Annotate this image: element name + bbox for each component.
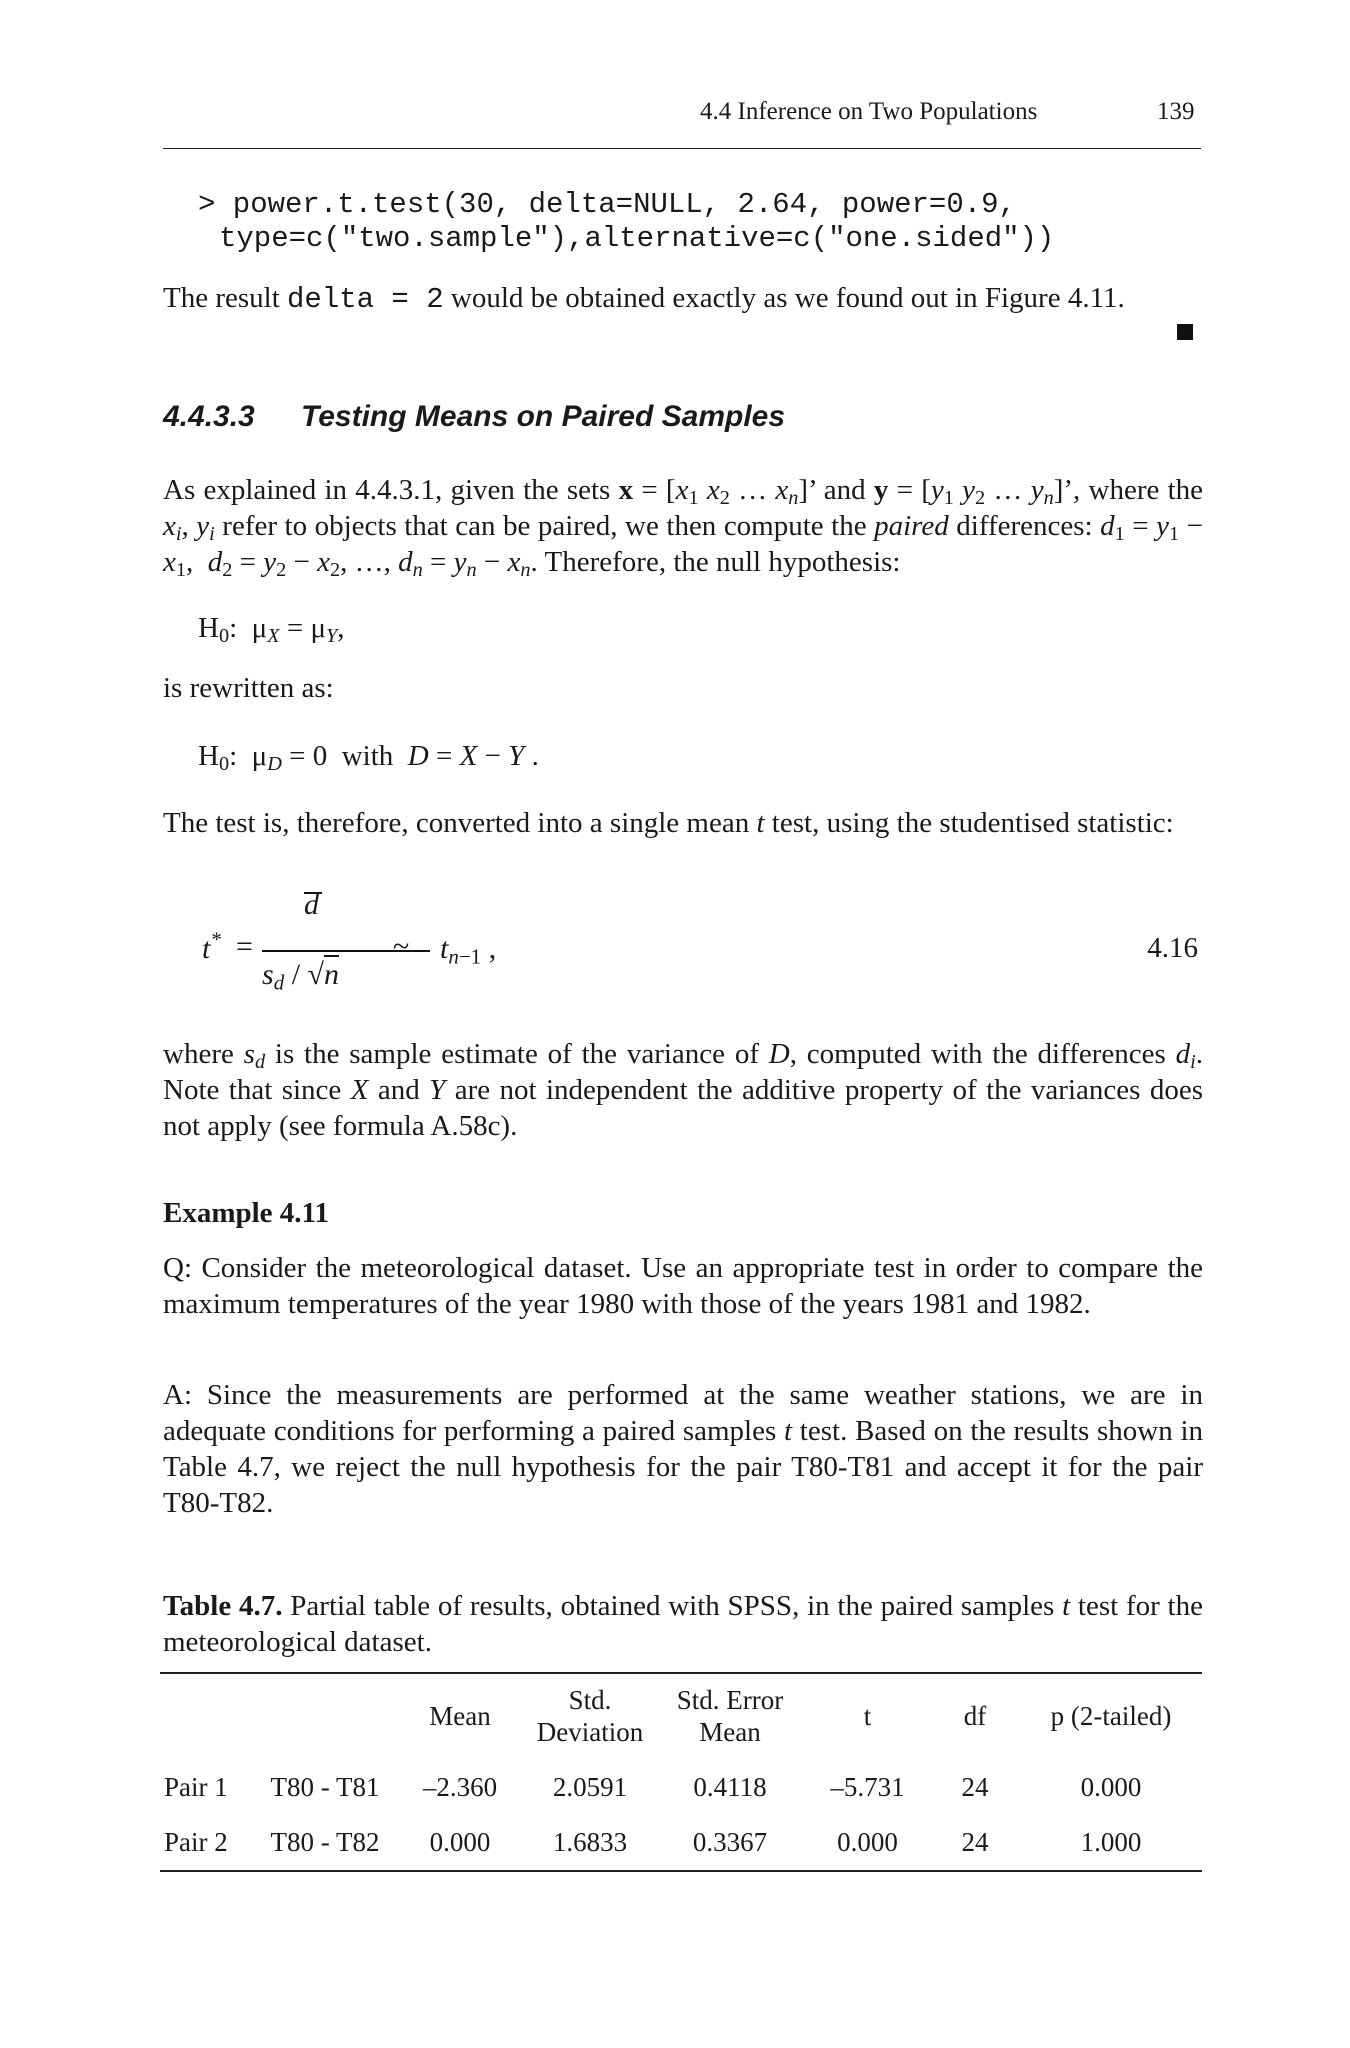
end-of-example-mark [1177, 324, 1193, 340]
emphasis-t: t [1062, 1590, 1071, 1622]
math-differences: $d_1 = y_1 - x_1$, $d_2 = y_2 - x_2$, …, $d_n = y_n - x_n$ [163, 510, 1204, 582]
equation-null-hypothesis: $H_0$: $\mu_X = \mu_Y$, [198, 612, 345, 648]
equation-null-hypothesis-paired: $H_0$: $\mu_D = 0$ with D = X − Y . [198, 740, 539, 776]
cell-std-dev: 2.0591 [552, 1772, 628, 1802]
cell-pair: Pair 1 [164, 1772, 228, 1802]
cell-vars: T80 - T81 [270, 1772, 380, 1802]
header-variables [255, 1673, 395, 1760]
paragraph-paired-samples [163, 472, 1203, 580]
page-number: 139 [1157, 98, 1195, 125]
header-p: p (2-tailed) [1050, 1701, 1172, 1731]
cell-vars: T80 - T82 [270, 1827, 380, 1857]
formula-numerator-d: d [304, 888, 319, 921]
paragraph-text: is the sample estimate of the variance of [265, 1038, 769, 1070]
paragraph-text: , where the [1073, 474, 1204, 506]
cell-df: 24 [961, 1772, 989, 1802]
formula-t-star: t* [202, 927, 221, 965]
paragraph-text: Partial table of results, obtained with SPSS, in the paired samples [282, 1590, 1063, 1622]
example-answer [163, 1377, 1203, 1521]
math-di: $d_i$ [1175, 1038, 1196, 1074]
cell-std-err: 0.3367 [692, 1827, 768, 1857]
result-text-after: would be obtained exactly as we found out in Figure 4.11. [443, 282, 1125, 314]
table-caption [163, 1588, 1203, 1660]
cell-std-dev: 1.6833 [552, 1827, 628, 1857]
cell-t: –5.731 [830, 1772, 905, 1802]
header-std-error-mean: Std. Error Mean [676, 1685, 784, 1747]
paragraph-where [163, 1036, 1203, 1144]
paragraph-text: test. Based on the results shown in Table 4.7, we reject the null hypothesis for the pair T80-T81 and accept it for the pair T80-T82. [163, 1415, 1204, 1519]
cell-t: 0.000 [837, 1827, 898, 1857]
table-caption-label: Table 4.7. [163, 1590, 283, 1622]
formula-equals: = [236, 930, 253, 963]
rewritten-text: is rewritten as: [163, 672, 334, 704]
paragraph-text: , computed with the differences [789, 1038, 1176, 1070]
math-vector-y: $y = [y_1$ $y_2$ … $y_n$]’ [873, 474, 1074, 510]
math-vector-x: $x = [x_1$ $x_2$ … $x_n$]’ [618, 474, 816, 510]
paragraph-text: are not independent the additive property of the variances does not apply (see formula A.58c). [163, 1074, 1203, 1142]
header-rule [163, 148, 1201, 149]
table-header-row [160, 1673, 1202, 1760]
cell-p: 1.000 [1080, 1827, 1142, 1857]
paragraph-text: . Note that since [163, 1038, 1203, 1106]
cell-pair: Pair 2 [164, 1827, 228, 1857]
result-paragraph [163, 280, 1203, 318]
header-t: t [863, 1701, 872, 1731]
example-question: Q: Consider the meteorological dataset. Use an appropriate test in order to compare the maximum temperatures of the year 1980 with those of the years 1981 and 1982. [163, 1252, 1203, 1320]
header-df: df [963, 1701, 987, 1731]
paragraph-text: The test is, therefore, converted into a single mean [163, 807, 757, 839]
math-Y: Y [429, 1074, 446, 1106]
cell-mean: 0.000 [429, 1827, 491, 1857]
header-mean: Mean [429, 1701, 491, 1731]
math-X: X [350, 1074, 369, 1106]
cell-p: 0.000 [1080, 1772, 1142, 1802]
cell-df: 24 [961, 1827, 989, 1857]
results-table [160, 1672, 1202, 1872]
emphasis-t: t [784, 1415, 793, 1447]
running-head: 4.4 Inference on Two Populations [700, 98, 1038, 125]
paragraph-text: A: Since the measurements are performed at the same weather stations, we are in adequate conditions for performing a paired samples [163, 1379, 1203, 1447]
math-sd: $s_d$ [243, 1038, 266, 1074]
result-text-before: The result [163, 282, 288, 314]
example-heading: Example 4.11 [163, 1197, 329, 1229]
table-row [160, 1760, 1202, 1815]
paragraph-text: As explained in 4.4.3.1, given the sets [163, 474, 619, 506]
formula-number: 4.16 [1147, 932, 1198, 964]
section-title: Testing Means on Paired Samples [301, 400, 786, 433]
paragraph-text: test for the meteorological dataset. [163, 1590, 1203, 1658]
emphasis-t: t [756, 807, 765, 839]
cell-std-err: 0.4118 [693, 1772, 767, 1802]
formula-denominator: $s_d / √n$ [262, 958, 339, 992]
paragraph-text: test, using the studentised statistic: [764, 807, 1174, 839]
formula-4-16 [190, 888, 1200, 1008]
section-heading [163, 400, 785, 434]
code-line-1: > power.t.test(30, delta=NULL, 2.64, power=0.9, [198, 188, 1016, 221]
paragraph-text: . Therefore, the null hypothesis: [530, 546, 901, 578]
paragraph-text: refer to objects that can be paired, we then compute the [214, 510, 875, 542]
code-line-2: type=c("two.sample"),alternative=c("one.sided")) [219, 222, 1055, 255]
paragraph-text: and [368, 1074, 430, 1106]
cell-mean: –2.360 [422, 1772, 498, 1802]
math-D: D [768, 1038, 790, 1070]
paragraph-studentised-test [163, 805, 1203, 841]
table-row [160, 1815, 1202, 1871]
formula-distributed-as: ~ [393, 930, 410, 963]
math-xi-yi: $x_i$, $y_i$ [163, 510, 215, 546]
section-number: 4.4.3.3 [163, 400, 255, 433]
result-code: delta = 2 [287, 283, 444, 316]
paragraph-text: and [815, 474, 874, 506]
paragraph-text: where [163, 1038, 244, 1070]
header-pair [160, 1673, 255, 1760]
emphasis-paired: paired [874, 510, 949, 542]
formula-t-distribution: $t_{n-1}$ , [440, 932, 497, 969]
paragraph-text: differences: [948, 510, 1101, 542]
header-std-deviation: Std. Deviation [536, 1685, 644, 1747]
